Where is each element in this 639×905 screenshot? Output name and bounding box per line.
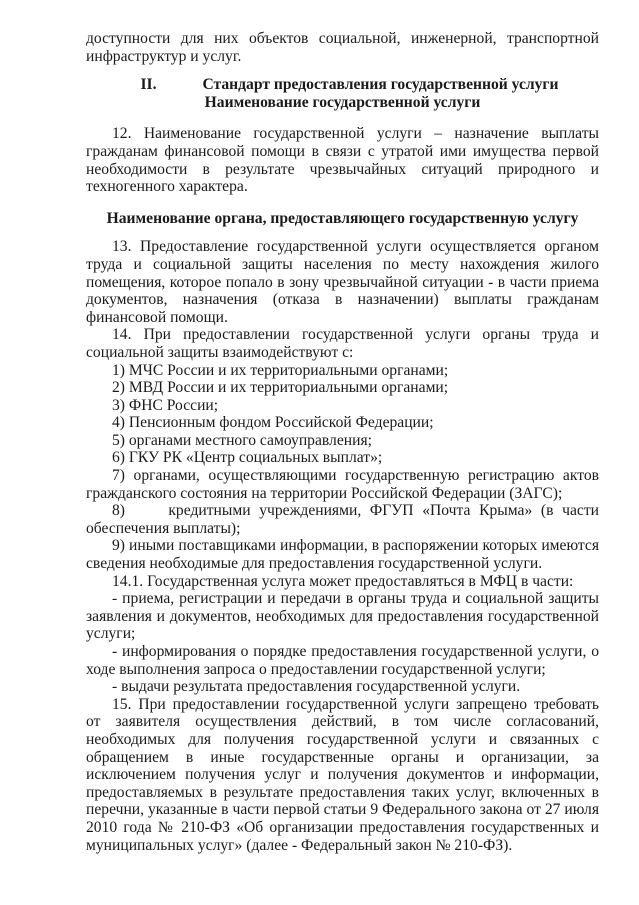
list-item: 7) органами, осуществляющими государственную регистрацию актов гражданского состояния на территории Российской Федерации (ЗАГС); [86, 467, 599, 502]
list-item: 6) ГКУ РК «Центр социальных выплат»; [112, 449, 383, 467]
paragraph-14-1: 14.1. Государственная услуга может предоставляться в МФЦ в части: [112, 572, 574, 590]
paragraph-13: 13. Предоставление государственной услуги осуществляется органом труда и социальной защиты населения по месту нахождения жилого помещения, которое попало в зону чрезвычайной ситуации - в части приема документов, назначения (отказа в назначении) выплаты гражданам финансовой помощи. [86, 238, 599, 326]
section-heading [86, 76, 599, 111]
list-14 [86, 361, 603, 573]
list-item: - выдачи результата предоставления государственной услуги. [112, 678, 521, 696]
paragraph-15: 15. При предоставлении государственной услуги запрещено требовать от заявителя осуществления действий, в том числе согласований, необходимых для получения государственной услуги и связанных с обращением в иные государственные органы и организации, за исключением получения услуг и получения документов и информации, предоставляемых в результате предоставления таких услуг, включенных в перечни, указанные в части первой статьи 9 Федерального закона от 27 июля 2010 года № 210-ФЗ «Об организации предоставления государственных и муниципальных услуг» (далее - Федеральный закон № 210-ФЗ). [86, 695, 599, 854]
list-item: 8) кредитными учреждениями, ФГУП «Почта Крыма» (в части обеспечения выплаты); [86, 502, 603, 537]
list-item: 3) ФНС России; [112, 396, 219, 414]
paragraph-12: 12. Наименование государственной услуги – назначение выплаты гражданам финансовой помощи в связи с утратой ими имущества первой необходимости в результате чрезвычайных ситуаций природного и техногенного характера. [86, 125, 599, 196]
list-item: - информирования о порядке предоставления государственной услуги, о ходе выполнения запроса о предоставлении государственной услуги; [86, 643, 599, 678]
list-item: 9) иными поставщиками информации, в распоряжении которых имеются сведения необходимые для предоставления государственной услуги. [86, 537, 599, 573]
paragraph-14: 14. При предоставлении государственной услуги органы труда и социальной защиты взаимодействуют с: [86, 326, 599, 361]
list-item: - приема, регистрации и передачи в органы труда и социальной защиты заявления и документов, необходимых для предоставления государственной услуги; [86, 590, 599, 643]
section-subtitle: Наименование государственной услуги [204, 93, 481, 111]
intro-continuation: доступности для них объектов социальной, инженерной, транспортной инфраструктур и услуг. [86, 30, 599, 65]
list-item: 4) Пенсионным фондом Российской Федерации; [112, 414, 434, 432]
heading-authority: Наименование органа, предоставляющего государственную услугу [106, 209, 579, 227]
list-item: 2) МВД России и их территориальными органами; [112, 379, 449, 397]
section-number: II. [140, 76, 157, 94]
list-item: 5) органами местного самоуправления; [112, 431, 372, 449]
section-title: Стандарт предоставления государственной услуги [202, 76, 559, 94]
list-item: 1) МЧС России и их территориальными органами; [112, 361, 449, 379]
list-14-1 [86, 590, 599, 696]
